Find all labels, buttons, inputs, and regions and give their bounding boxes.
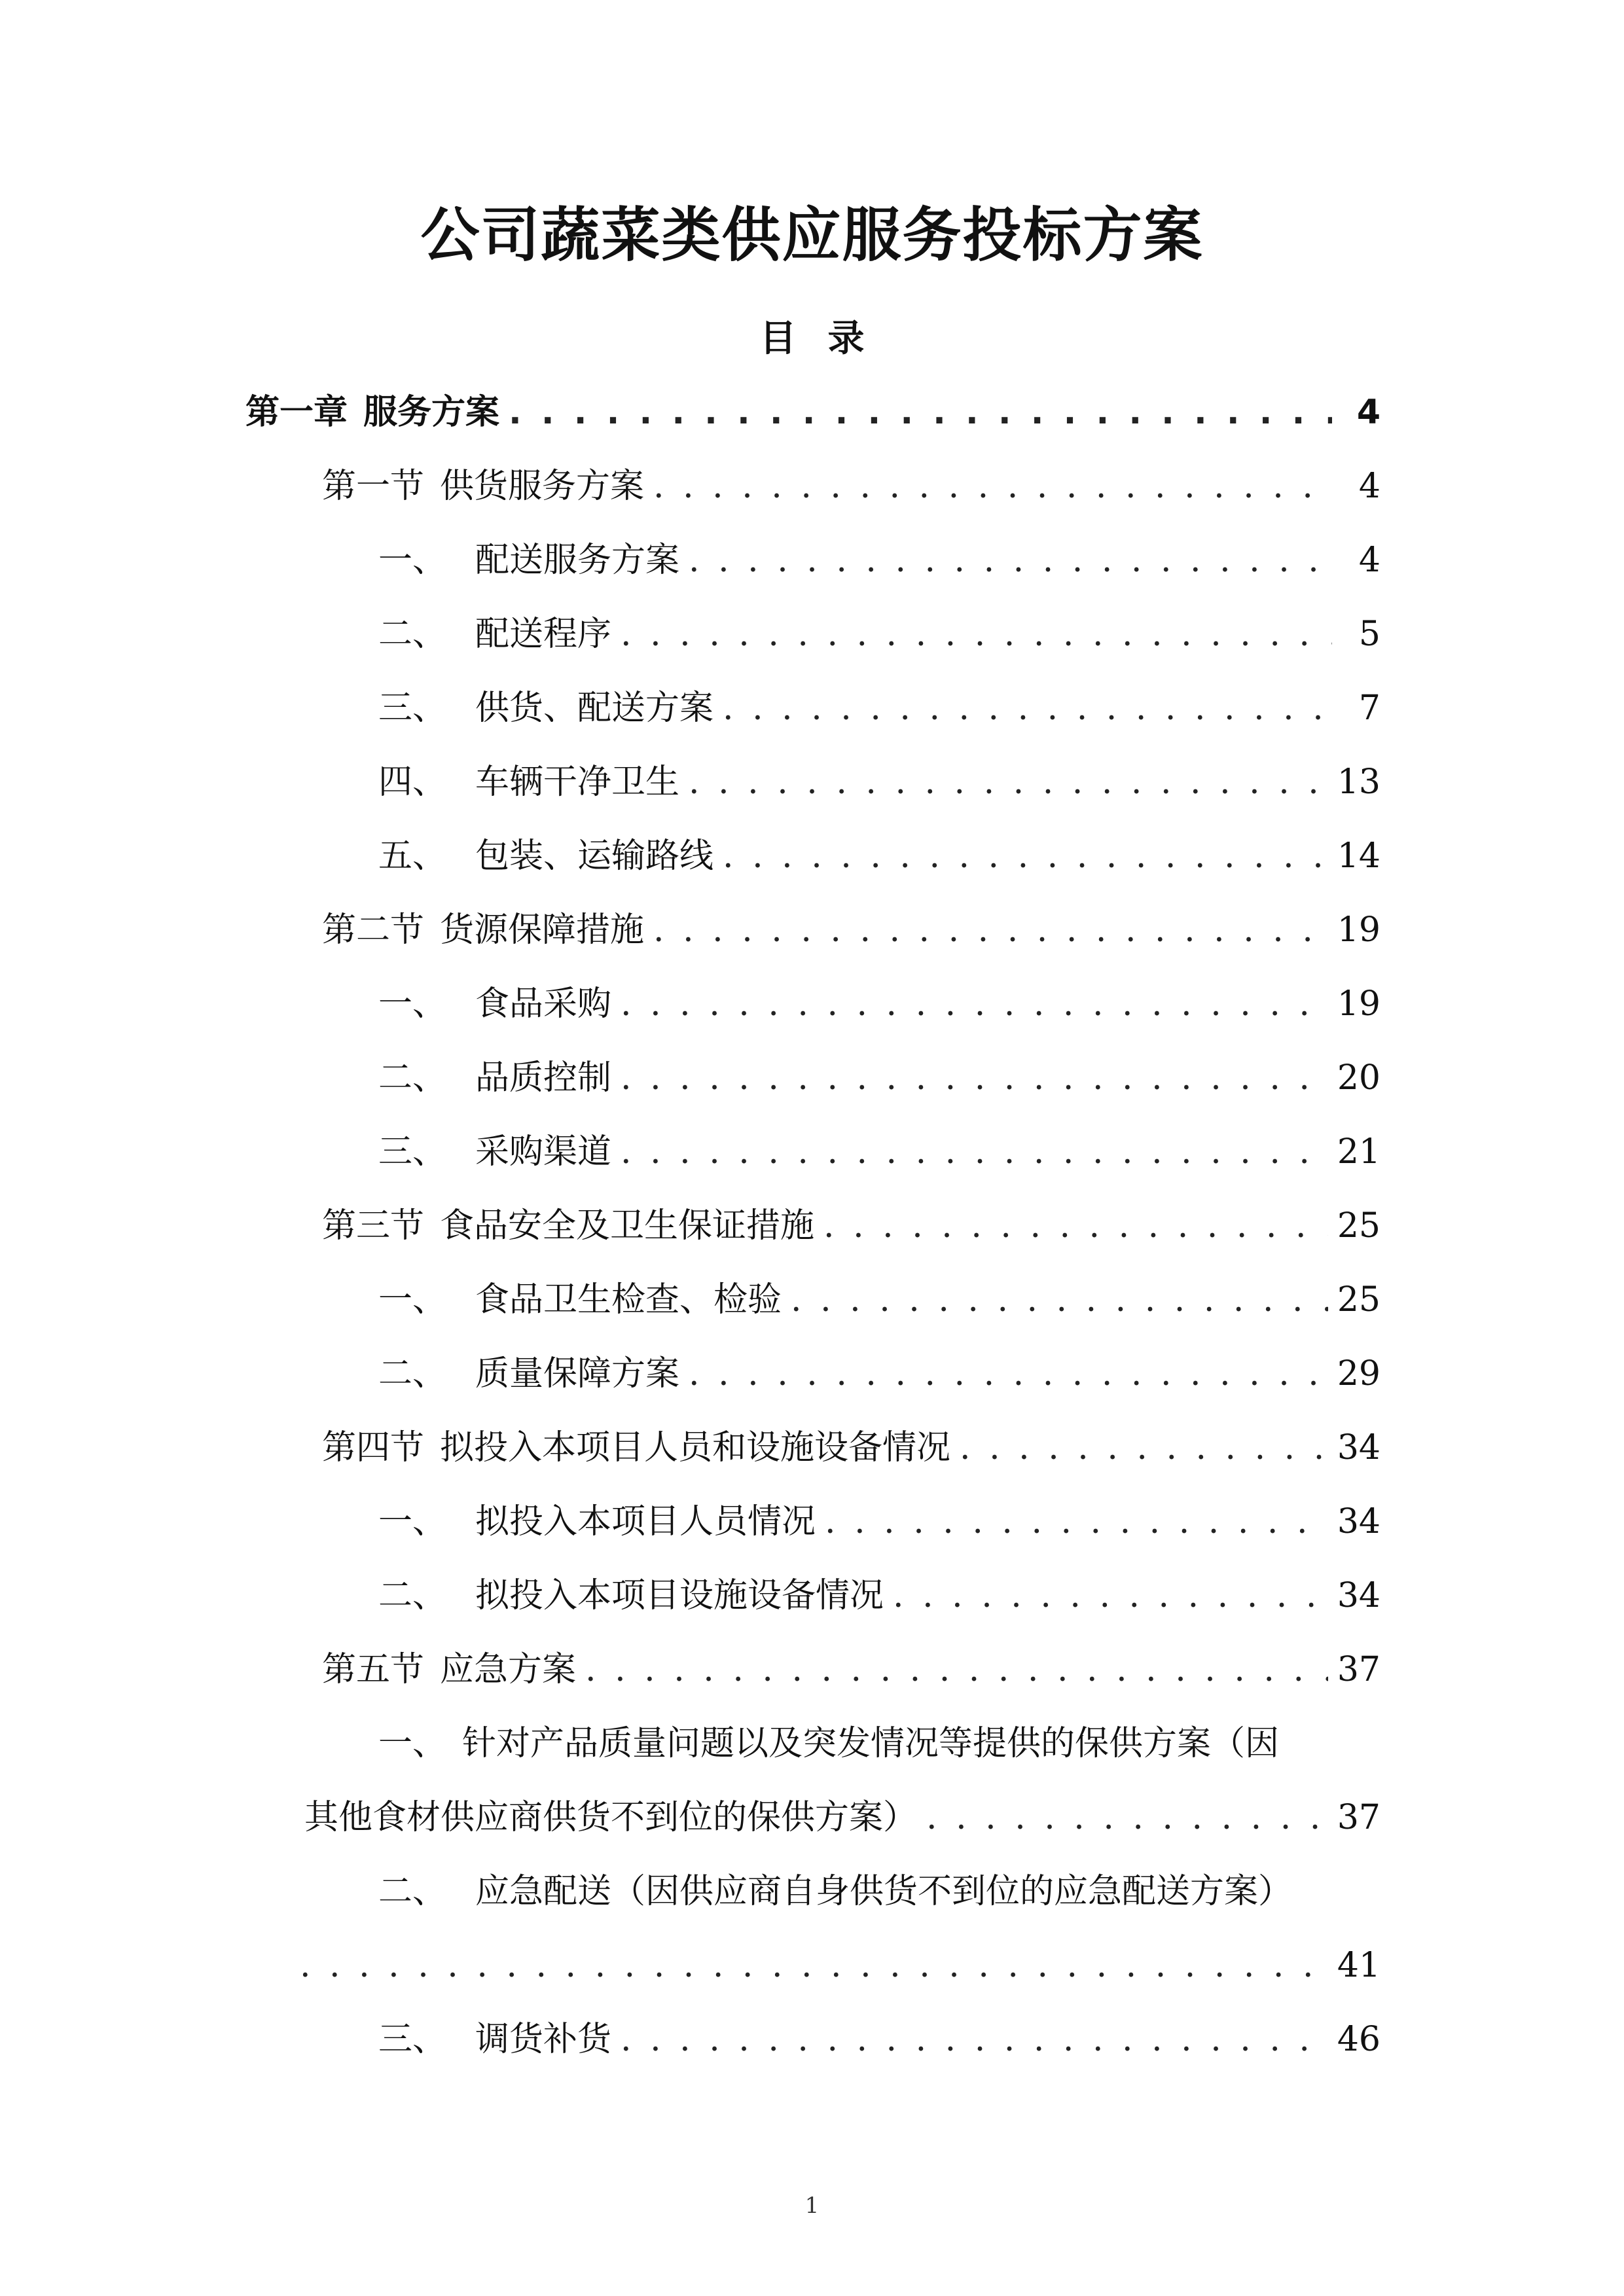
toc-entry-page: 29 [1337, 1354, 1380, 1393]
toc-dot-leader [825, 1496, 1328, 1548]
toc-entry-subsection[interactable] [0, 608, 1624, 660]
toc-entry-title: 应急配送（因供应商自身供货不到位的应急配送方案） [475, 1872, 1293, 1911]
toc-dot-leader [621, 1052, 1328, 1104]
toc-entry-subsection[interactable] [0, 1052, 1624, 1104]
toc-heading-part1: 目 [759, 317, 797, 360]
toc-entry-page: 19 [1337, 984, 1380, 1024]
toc-dot-leader [653, 904, 1328, 956]
toc-entry-label: 三、 [378, 2020, 447, 2059]
toc-entry-title: 采购渠道 [475, 1132, 612, 1172]
toc-entry-subsection[interactable] [0, 1348, 1624, 1400]
toc-dot-leader [791, 1274, 1328, 1326]
toc-entry-page: 41 [1337, 1946, 1380, 1985]
toc-entry-section-5[interactable] [0, 1643, 1624, 1696]
toc-entry-label: 一、 [378, 1724, 447, 1763]
toc-entry-label: 二、 [378, 1576, 447, 1615]
toc-entry-page: 19 [1337, 910, 1380, 950]
toc-entry-page: 14 [1337, 836, 1380, 876]
toc-entry-section-1[interactable] [0, 460, 1624, 512]
toc-entry-page: 21 [1337, 1132, 1380, 1172]
toc-entry-subsection-wrapped[interactable] [0, 1717, 1624, 1770]
toc-entry-section-4[interactable] [0, 1422, 1624, 1474]
toc-dot-leader [926, 1791, 1328, 1844]
toc-entry-page: 34 [1337, 1502, 1380, 1541]
toc-entry-title: 食品采购 [475, 984, 612, 1024]
toc-entry-subsection[interactable] [0, 2013, 1624, 2066]
toc-entry-subsection[interactable] [0, 682, 1624, 734]
toc-entry-subsection-continued[interactable] [0, 1791, 1624, 1844]
toc-entry-label: 第五节 [322, 1650, 425, 1689]
toc-entry-title: 供货、配送方案 [475, 689, 714, 728]
toc-entry-title: 品质控制 [475, 1058, 612, 1098]
toc-entry-section-3[interactable] [0, 1200, 1624, 1252]
toc-entry-title: 拟投入本项目设施设备情况 [475, 1576, 884, 1615]
toc-entry-label: 第二节 [322, 910, 425, 950]
toc-entry-page: 37 [1337, 1798, 1380, 1837]
toc-entry-page: 4 [1356, 393, 1380, 432]
toc-dot-leader [653, 460, 1332, 512]
toc-entry-section-2[interactable] [0, 904, 1624, 956]
toc-entry-subsection[interactable] [0, 1570, 1624, 1622]
toc-dot-leader [689, 1348, 1328, 1400]
toc-dot-leader [893, 1570, 1328, 1622]
toc-entry-label: 第一节 [322, 467, 425, 506]
toc-entry-page: 25 [1337, 1206, 1380, 1246]
toc-entry-page: 7 [1358, 689, 1380, 728]
toc-entry-title: 配送服务方案 [475, 541, 680, 580]
toc-entry-subsection[interactable] [0, 1274, 1624, 1326]
toc-entry-label: 五、 [378, 836, 447, 876]
toc-entry-subsection[interactable] [0, 830, 1624, 882]
toc-dot-leader [823, 1200, 1328, 1252]
toc-entry-label: 二、 [378, 1058, 447, 1098]
toc-dot-leader [509, 386, 1332, 439]
toc-entry-page: 4 [1358, 467, 1380, 506]
toc-dot-leader [621, 608, 1332, 660]
toc-entry-page: 25 [1337, 1280, 1380, 1319]
toc-entry-label: 一、 [378, 1502, 447, 1541]
toc-entry-title: 针对产品质量问题以及突发情况等提供的保供方案（因 [462, 1724, 1280, 1763]
toc-dot-leader [689, 756, 1328, 808]
toc-dot-leader [621, 2013, 1328, 2066]
toc-entry-label: 三、 [378, 689, 447, 728]
toc-entry-title: 供货服务方案 [440, 467, 645, 506]
toc-entry-page: 34 [1337, 1428, 1380, 1467]
toc-entry-label: 一、 [378, 984, 447, 1024]
toc-entry-page: 4 [1358, 541, 1380, 580]
toc-entry-title: 车辆干净卫生 [475, 762, 680, 802]
toc-entry-label: 一、 [378, 1280, 447, 1319]
table-of-contents [0, 386, 1624, 2114]
toc-entry-title: 调货补货 [475, 2020, 612, 2059]
toc-entry-label: 第四节 [322, 1428, 425, 1467]
toc-dot-leader [723, 830, 1328, 882]
toc-entry-title: 拟投入本项目人员和设施设备情况 [440, 1428, 951, 1467]
toc-entry-subsection-wrapped[interactable] [0, 1865, 1624, 1918]
toc-heading-part2: 录 [827, 317, 865, 360]
toc-entry-title: 配送程序 [475, 615, 612, 654]
toc-entry-page: 5 [1358, 615, 1380, 654]
toc-entry-title-continued: 其他食材供应商供货不到位的保供方案） [304, 1798, 918, 1837]
toc-entry-subsection[interactable] [0, 534, 1624, 586]
toc-entry-label: 四、 [378, 762, 447, 802]
toc-dot-leader [621, 1126, 1328, 1178]
toc-entry-label: 二、 [378, 1872, 447, 1911]
toc-dot-leader [723, 682, 1332, 734]
toc-entry-subsection[interactable] [0, 978, 1624, 1030]
toc-dot-leader [689, 534, 1332, 586]
toc-entry-title: 食品安全及卫生保证措施 [440, 1206, 815, 1246]
toc-entry-label: 二、 [378, 1354, 447, 1393]
toc-entry-title: 货源保障措施 [440, 910, 645, 950]
document-title: 公司蔬菜类供应服务投标方案 [420, 201, 1204, 270]
toc-entry-page: 34 [1337, 1576, 1380, 1615]
toc-entry-subsection-continued[interactable] [0, 1939, 1624, 1992]
page-number: 1 [804, 2193, 820, 2219]
toc-entry-label: 一、 [378, 541, 447, 580]
toc-entry-title: 包装、运输路线 [475, 836, 714, 876]
toc-dot-leader [960, 1422, 1328, 1474]
toc-entry-label: 三、 [378, 1132, 447, 1172]
toc-entry-title: 拟投入本项目人员情况 [475, 1502, 816, 1541]
toc-heading [0, 313, 1624, 365]
toc-entry-page: 37 [1337, 1650, 1380, 1689]
toc-entry-page: 46 [1337, 2020, 1380, 2059]
toc-dot-leader [300, 1939, 1328, 1992]
toc-entry-subsection[interactable] [0, 756, 1624, 808]
toc-entry-subsection[interactable] [0, 1496, 1624, 1548]
toc-entry-label: 二、 [378, 615, 447, 654]
toc-dot-leader [585, 1643, 1328, 1696]
toc-entry-title: 服务方案 [363, 393, 500, 432]
toc-entry-title: 食品卫生检查、检验 [475, 1280, 782, 1319]
toc-entry-title: 应急方案 [440, 1650, 577, 1689]
toc-entry-subsection[interactable] [0, 1126, 1624, 1178]
toc-entry-page: 20 [1337, 1058, 1380, 1098]
toc-entry-title: 质量保障方案 [475, 1354, 680, 1393]
toc-entry-chapter-1[interactable] [0, 386, 1624, 439]
toc-entry-label: 第一章 [245, 393, 348, 432]
toc-entry-page: 13 [1337, 762, 1380, 802]
toc-dot-leader [621, 978, 1328, 1030]
toc-entry-label: 第三节 [322, 1206, 425, 1246]
